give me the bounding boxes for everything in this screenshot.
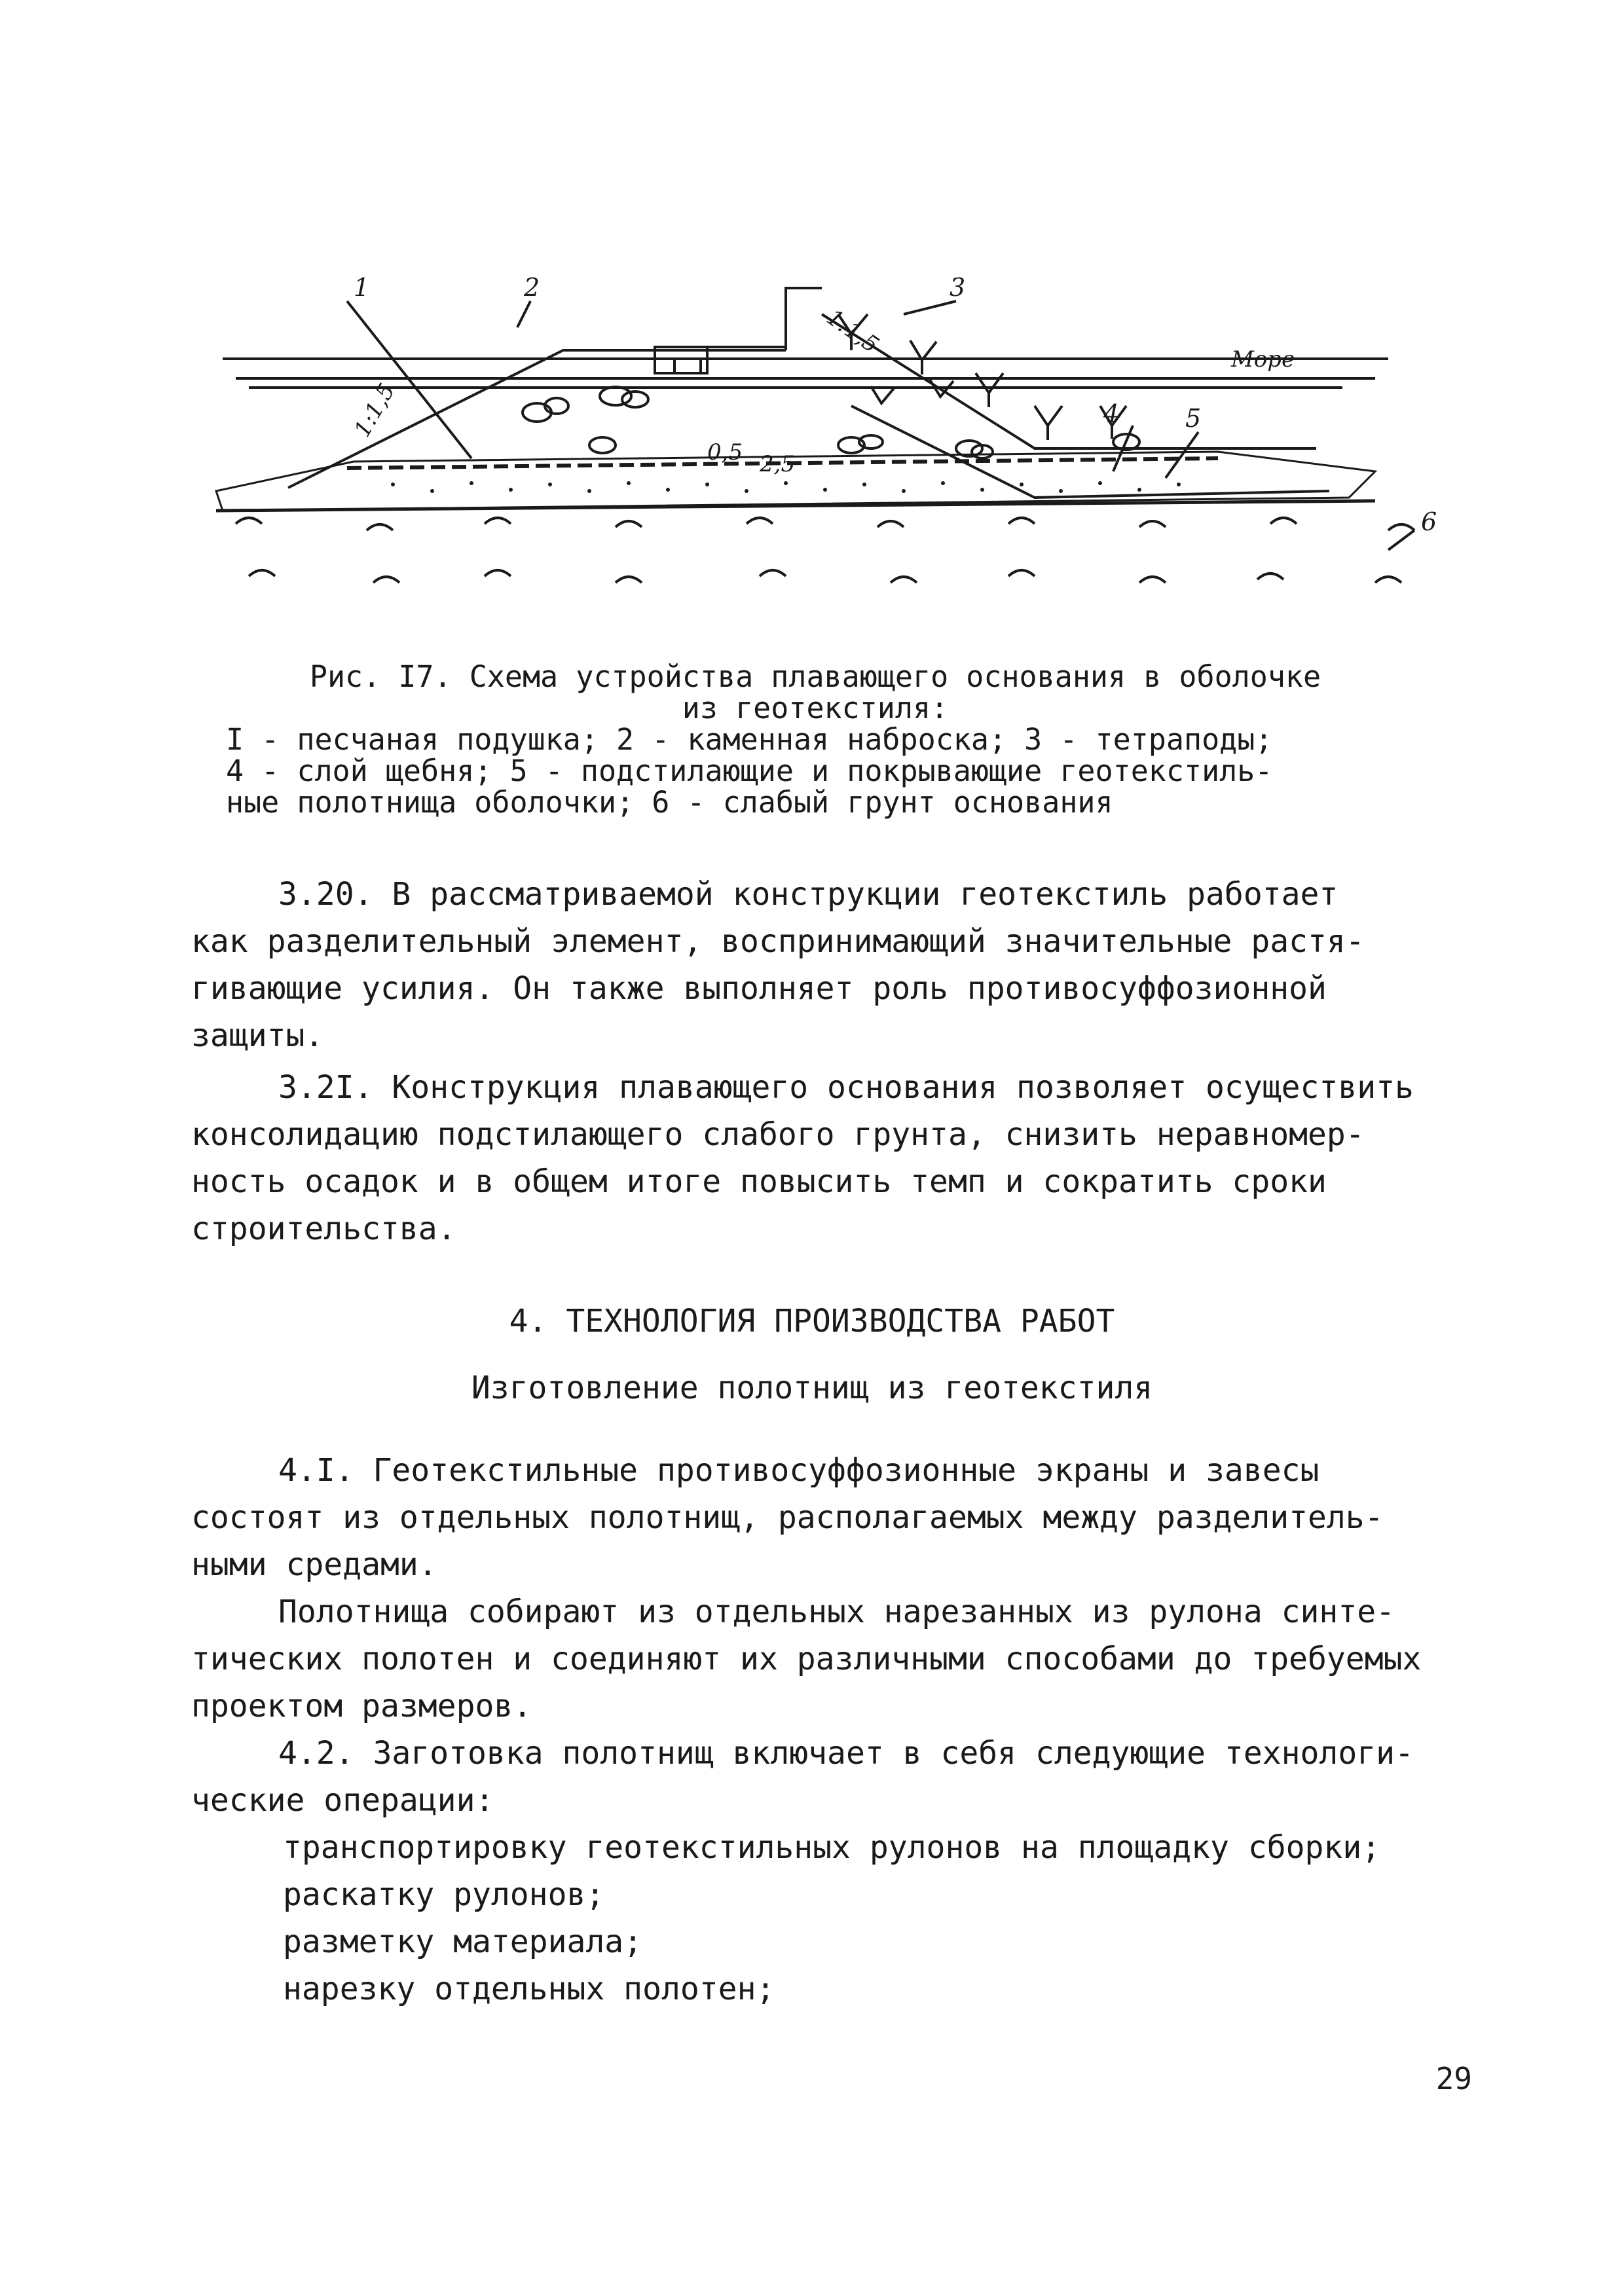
text-line: гивающие усилия. Он также выполняет роль противосуффозионной	[191, 970, 1327, 1007]
caption-title-line2: из геотекстиля:	[682, 691, 949, 725]
list-item: раскатку рулонов;	[283, 1876, 605, 1913]
text-line: проектом размеров.	[191, 1688, 532, 1724]
figure-drawing	[196, 275, 1493, 629]
figure-slope-a: 0,5	[707, 439, 743, 465]
figure-floating-foundation	[196, 275, 1493, 629]
text-line: 4.2. Заготовка полотнищ включает в себя следующие технологи-	[278, 1735, 1414, 1772]
figure-sea-label: Море	[1231, 346, 1295, 373]
text-line: 4.I. Геотекстильные противосуффозионные экраны и завесы	[278, 1452, 1320, 1489]
figure-label-1: 1	[354, 275, 370, 302]
paragraph-3-21	[191, 1064, 1468, 1252]
figure-label-3: 3	[950, 275, 966, 302]
figure-slope-b: 2,5	[760, 451, 796, 477]
text-line: Полотнища собирают из отдельных нарезанных из рулона синте-	[278, 1594, 1395, 1630]
figure-label-2: 2	[524, 275, 540, 302]
caption-legend-line3: ные полотнища оболочки; 6 - слабый грунт основания	[226, 785, 1113, 820]
paragraph-4-1	[191, 1447, 1468, 2013]
list-item: нарезку отдельных полотен;	[283, 1971, 775, 2007]
text-line: состоят из отдельных полотнищ, располагаемых между разделитель-	[191, 1499, 1384, 1536]
text-line: 3.2I. Конструкция плавающего основания позволяет осуществить	[278, 1069, 1414, 1106]
figure-label-4: 4	[1103, 399, 1120, 428]
section-heading: 4. ТЕХНОЛОГИЯ ПРОИЗВОДСТВА РАБОТ	[509, 1303, 1115, 1339]
text-line: защиты.	[191, 1017, 324, 1054]
caption-legend-line1: I - песчаная подушка; 2 - каменная наброска; 3 - тетраподы;	[226, 722, 1273, 757]
page-number: 29	[1435, 2061, 1472, 2096]
caption-legend-line2: 4 - слой щебня; 5 - подстилающие и покрывающие геотекстиль-	[226, 754, 1273, 788]
text-line: строительства.	[191, 1211, 456, 1247]
text-line: как разделительный элемент, воспринимающий значительные растя-	[191, 923, 1365, 960]
text-line: 3.20. В рассматриваемой конструкции геотекстиль работает	[278, 876, 1338, 913]
figure-caption	[226, 661, 1405, 818]
text-line: ными средами.	[191, 1546, 437, 1583]
figure-label-5: 5	[1185, 404, 1202, 433]
list-item: транспортировку геотекстильных рулонов на площадку сборки;	[283, 1829, 1381, 1866]
paragraph-3-20	[191, 871, 1468, 1059]
figure-label-6: 6	[1421, 507, 1437, 536]
list-item: разметку материала;	[283, 1923, 643, 1960]
text-line: консолидацию подстилающего слабого грунта, снизить неравномер-	[191, 1116, 1365, 1153]
text-line: ность осадок и в общем итоге повысить темп и сократить сроки	[191, 1163, 1327, 1200]
section-subheading: Изготовление полотнищ из геотекстиля	[471, 1370, 1153, 1406]
text-line: ческие операции:	[191, 1782, 494, 1819]
caption-title-line1: Рис. I7. Схема устройства плавающего основания в оболочке	[309, 659, 1321, 694]
figure-slope-left: 1:1,5	[349, 379, 401, 442]
figure-slope-right: 1:1,5	[821, 304, 884, 359]
text-line: тических полотен и соединяют их различными способами до требуемых	[191, 1641, 1422, 1677]
